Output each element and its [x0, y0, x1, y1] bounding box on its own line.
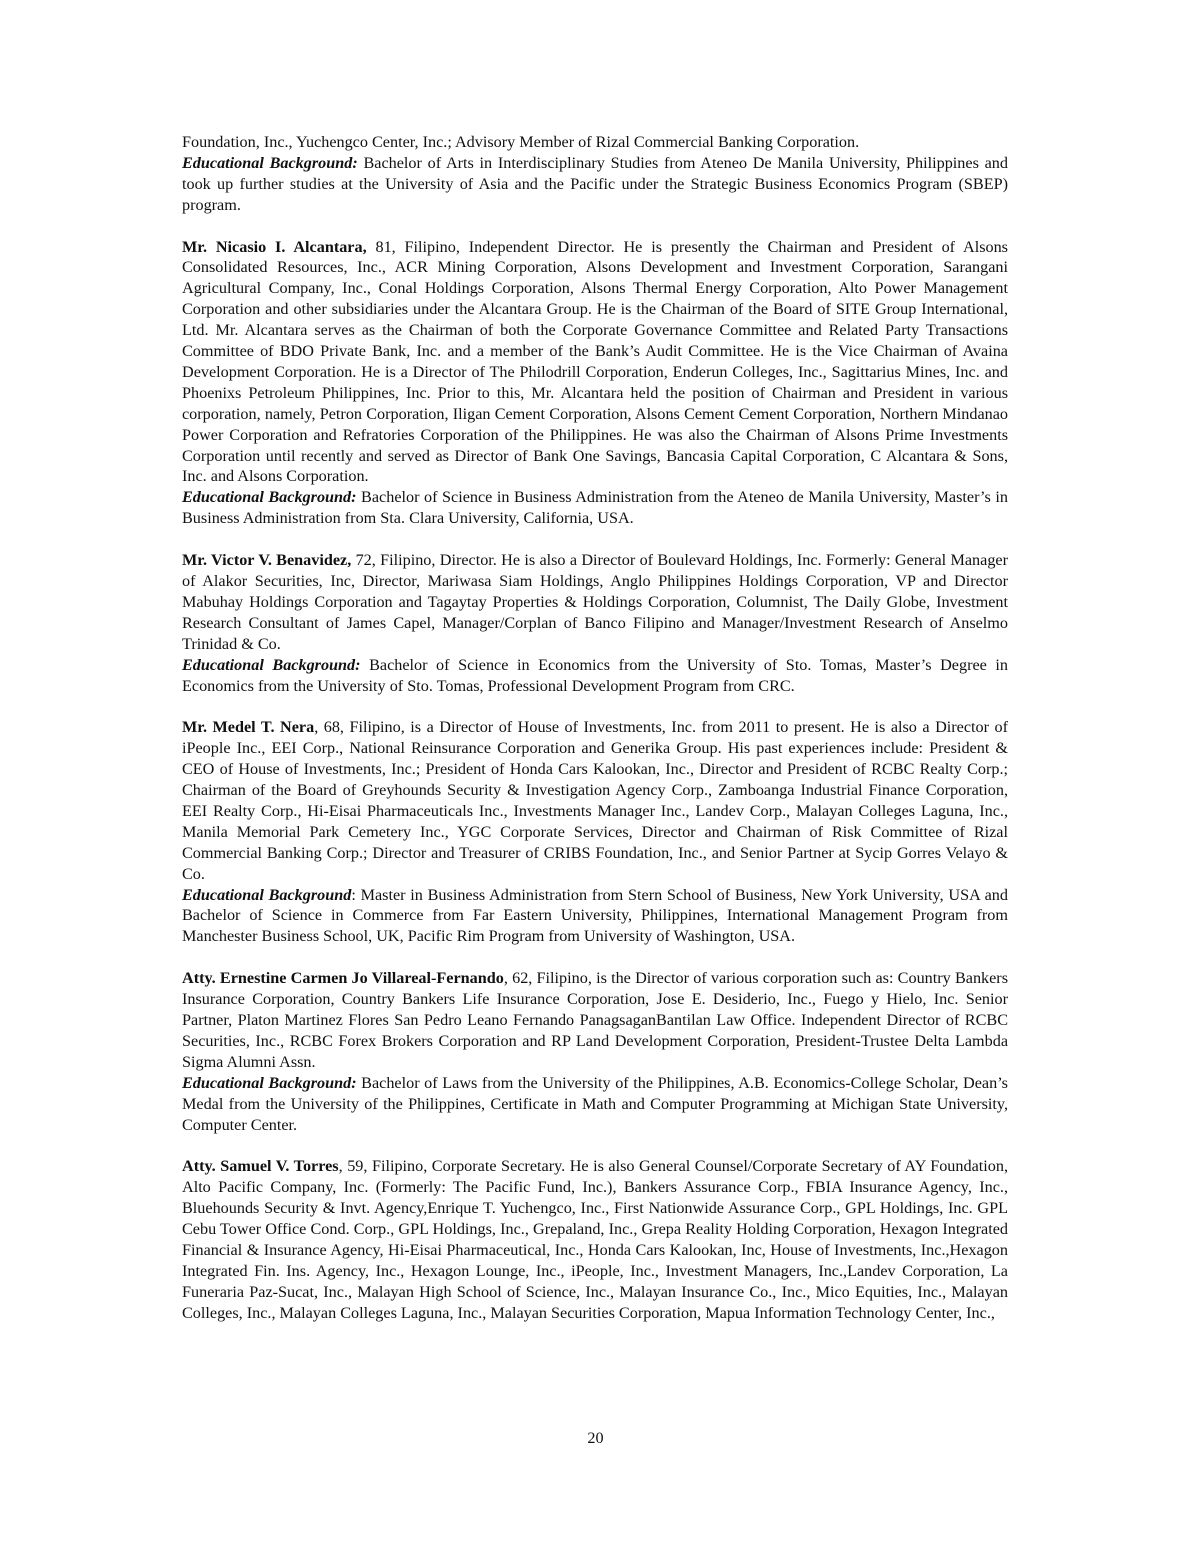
- secretary-name: Atty. Samuel V. Torres: [182, 1157, 339, 1176]
- director-name: Mr. Victor V. Benavidez,: [182, 551, 352, 570]
- director-bio-text: 81, Filipino, Independent Director. He is presently the Chairman and President of Alsons Consolidated Resources, Inc., ACR Mining Corporation, Alsons Development and Investment Corporation, Sarangani Agricultural Company, Inc., Conal Holdings Corporation, Alsons Thermal Energy Corporation, Alto Power Management Corporation and other subsidiaries under the Alcantara Group. He is the Chairman of the Board of SITE Group International, Ltd. Mr. Alcantara serves as the Chairman of both the Corporate Governance Committee and Related Party Transactions Committee of BDO Private Bank, Inc. and a member of the Bank’s Audit Committee. He is the Vice Chairman of Avaina Development Corporation. He is a Director of The Philodrill Corporation, Enderun Colleges, Inc., Sagittarius Mines, Inc. and Phoenixs Petroleum Philippines, Inc. Prior to this, Mr. Alcantara held the position of Chairman and President in various corporation, namely, Petron Corporation, Iligan Cement Corporation, Alsons Cement Cement Corporation, Northern Mindanao Power Corporation and Refratories Corporation of the Philippines. He was also the Chairman of Alsons Prime Investments Corporation until recently and served as Director of Bank One Savings, Bancasia Capital Corporation, C Alcantara & Sons, Inc. and Alsons Corporation.: [182, 237, 1008, 486]
- director-bio-villareal-fernando: [182, 968, 1008, 1073]
- director-education-benavidez: [182, 655, 1008, 697]
- director-bio-text: 72, Filipino, Director. He is also a Director of Boulevard Holdings, Inc. Formerly: General Manager of Alakor Securities, Inc, Director, Mariwasa Siam Holdings, Anglo Philippines Holdings Corporation, VP and Director Mabuhay Holdings Corporation and Tagaytay Properties & Holdings Corporation, Columnist, The Daily Globe, Investment Research Consultant of James Capel, Manager/Corplan of Banco Filipino and Manager/Investment Research of Anselmo Trinidad & Co.: [182, 551, 1008, 653]
- education-label: Educational Background:: [182, 153, 358, 172]
- intro-continuation: Foundation, Inc., Yuchengco Center, Inc.; Advisory Member of Rizal Commercial Banking Corporation.: [182, 133, 860, 151]
- education-label: Educational Background: [182, 885, 352, 904]
- education-text: Bachelor of Laws from the University of the Philippines, A.B. Economics-College Scholar, Dean’s Medal from the University of the Philippines, Certificate in Math and Computer Programming at Michigan State University, Computer Center.: [182, 1073, 1008, 1134]
- intro-paragraph: [182, 132, 1008, 153]
- director-education-alcantara: [182, 487, 1008, 529]
- director-bio-nera: [182, 717, 1008, 884]
- education-text: Bachelor of Arts in Interdisciplinary Studies from Ateneo De Manila University, Philippines and took up further studies at the University of Asia and the Pacific under the Strategic Business Economics Program (SBEP) program.: [182, 153, 1008, 214]
- page-body: [182, 132, 1008, 1324]
- director-name: Mr. Medel T. Nera: [182, 718, 315, 737]
- education-text: : Master in Business Administration from Stern School of Business, New York University, USA and Bachelor of Science in Commerce from Far Eastern University, Philippines, International Management Program from Manchester Business School, UK, Pacific Rim Program from University of Washington, USA.: [182, 885, 1008, 946]
- secretary-bio-text: , 59, Filipino, Corporate Secretary. He is also General Counsel/Corporate Secretary of AY Foundation, Alto Pacific Company, Inc. (Formerly: The Pacific Fund, Inc.), Bankers Assurance Corp., FBIA Insurance Agency, Inc., Bluehounds Security & Invt. Agency,Enrique T. Yuchengco, Inc., First Nationwide Assurance Corp., GPL Holdings, Inc. GPL Cebu Tower Office Cond. Corp., GPL Holdings, Inc., Grepaland, Inc., Grepa Reality Holding Corporation, Hexagon Integrated Financial & Insurance Agency, Hi-Eisai Pharmaceutical, Inc., Honda Cars Kalookan, Inc, House of Investments, Inc.,Hexagon Integrated Fin. Ins. Agency, Inc., Hexagon Lounge, Inc., iPeople, Inc., Investment Managers, Inc.,Landev Corporation, La Funeraria Paz-Sucat, Inc., Malayan High School of Science, Inc., Malayan Insurance Co., Inc., Mico Equities, Inc., Malayan Colleges, Inc., Malayan Colleges Laguna, Inc., Malayan Securities Corporation, Mapua Information Technology Center, Inc.,: [182, 1157, 1008, 1322]
- director-education-villareal-fernando: [182, 1073, 1008, 1136]
- page-number: 20: [587, 1429, 604, 1447]
- director-bio-benavidez: [182, 550, 1008, 655]
- director-education-nera: [182, 885, 1008, 948]
- secretary-bio-torres: [182, 1156, 1008, 1323]
- education-label: Educational Background:: [182, 655, 361, 674]
- director-name: Atty. Ernestine Carmen Jo Villareal-Fernando: [182, 969, 504, 988]
- director-name: Mr. Nicasio I. Alcantara,: [182, 237, 367, 256]
- education-text: Bachelor of Science in Business Administration from the Ateneo de Manila University, Master’s in Business Administration from Sta. Clara University, California, USA.: [182, 488, 1008, 528]
- education-text: Bachelor of Science in Economics from the University of Sto. Tomas, Master’s Degree in Economics from the University of Sto. Tomas, Professional Development Program from CRC.: [182, 655, 1008, 695]
- director-bio-text: , 62, Filipino, is the Director of various corporation such as: Country Bankers Insurance Corporation, Country Bankers Life Insurance Corporation, Jose E. Desiderio, Inc., Fuego y Hielo, Inc. Senior Partner, Platon Martinez Flores San Pedro Leano Fernando PanagsaganBantilan Law Office. Independent Director of RCBC Securities, Inc., RCBC Forex Brokers Corporation and RP Land Development Corporation, President-Trustee Delta Lambda Sigma Alumni Assn.: [182, 969, 1009, 1071]
- director-bio-alcantara: [182, 237, 1008, 488]
- education-label: Educational Background:: [182, 488, 357, 507]
- intro-education: [182, 153, 1008, 216]
- director-bio-text: , 68, Filipino, is a Director of House of Investments, Inc. from 2011 to present. He is also a Director of iPeople Inc., EEI Corp., National Reinsurance Corporation and Generika Group. His past experiences include: President & CEO of House of Investments, Inc.; President of Honda Cars Kalookan, Inc., Director and President of RCBC Realty Corp.; Chairman of the Board of Greyhounds Security & Investigation Agency Corp., Zamboanga Industrial Finance Corporation, EEI Realty Corp., Hi-Eisai Pharmaceuticals Inc., Investments Manager Inc., Landev Corp., Malayan Colleges Laguna, Inc., Manila Memorial Park Cemetery Inc., YGC Corporate Services, Director and Chairman of Risk Committee of Rizal Commercial Banking Corp.; Director and Treasurer of CRIBS Foundation, Inc., and Senior Partner at Sycip Gorres Velayo & Co.: [182, 718, 1008, 883]
- education-label: Educational Background:: [182, 1073, 357, 1092]
